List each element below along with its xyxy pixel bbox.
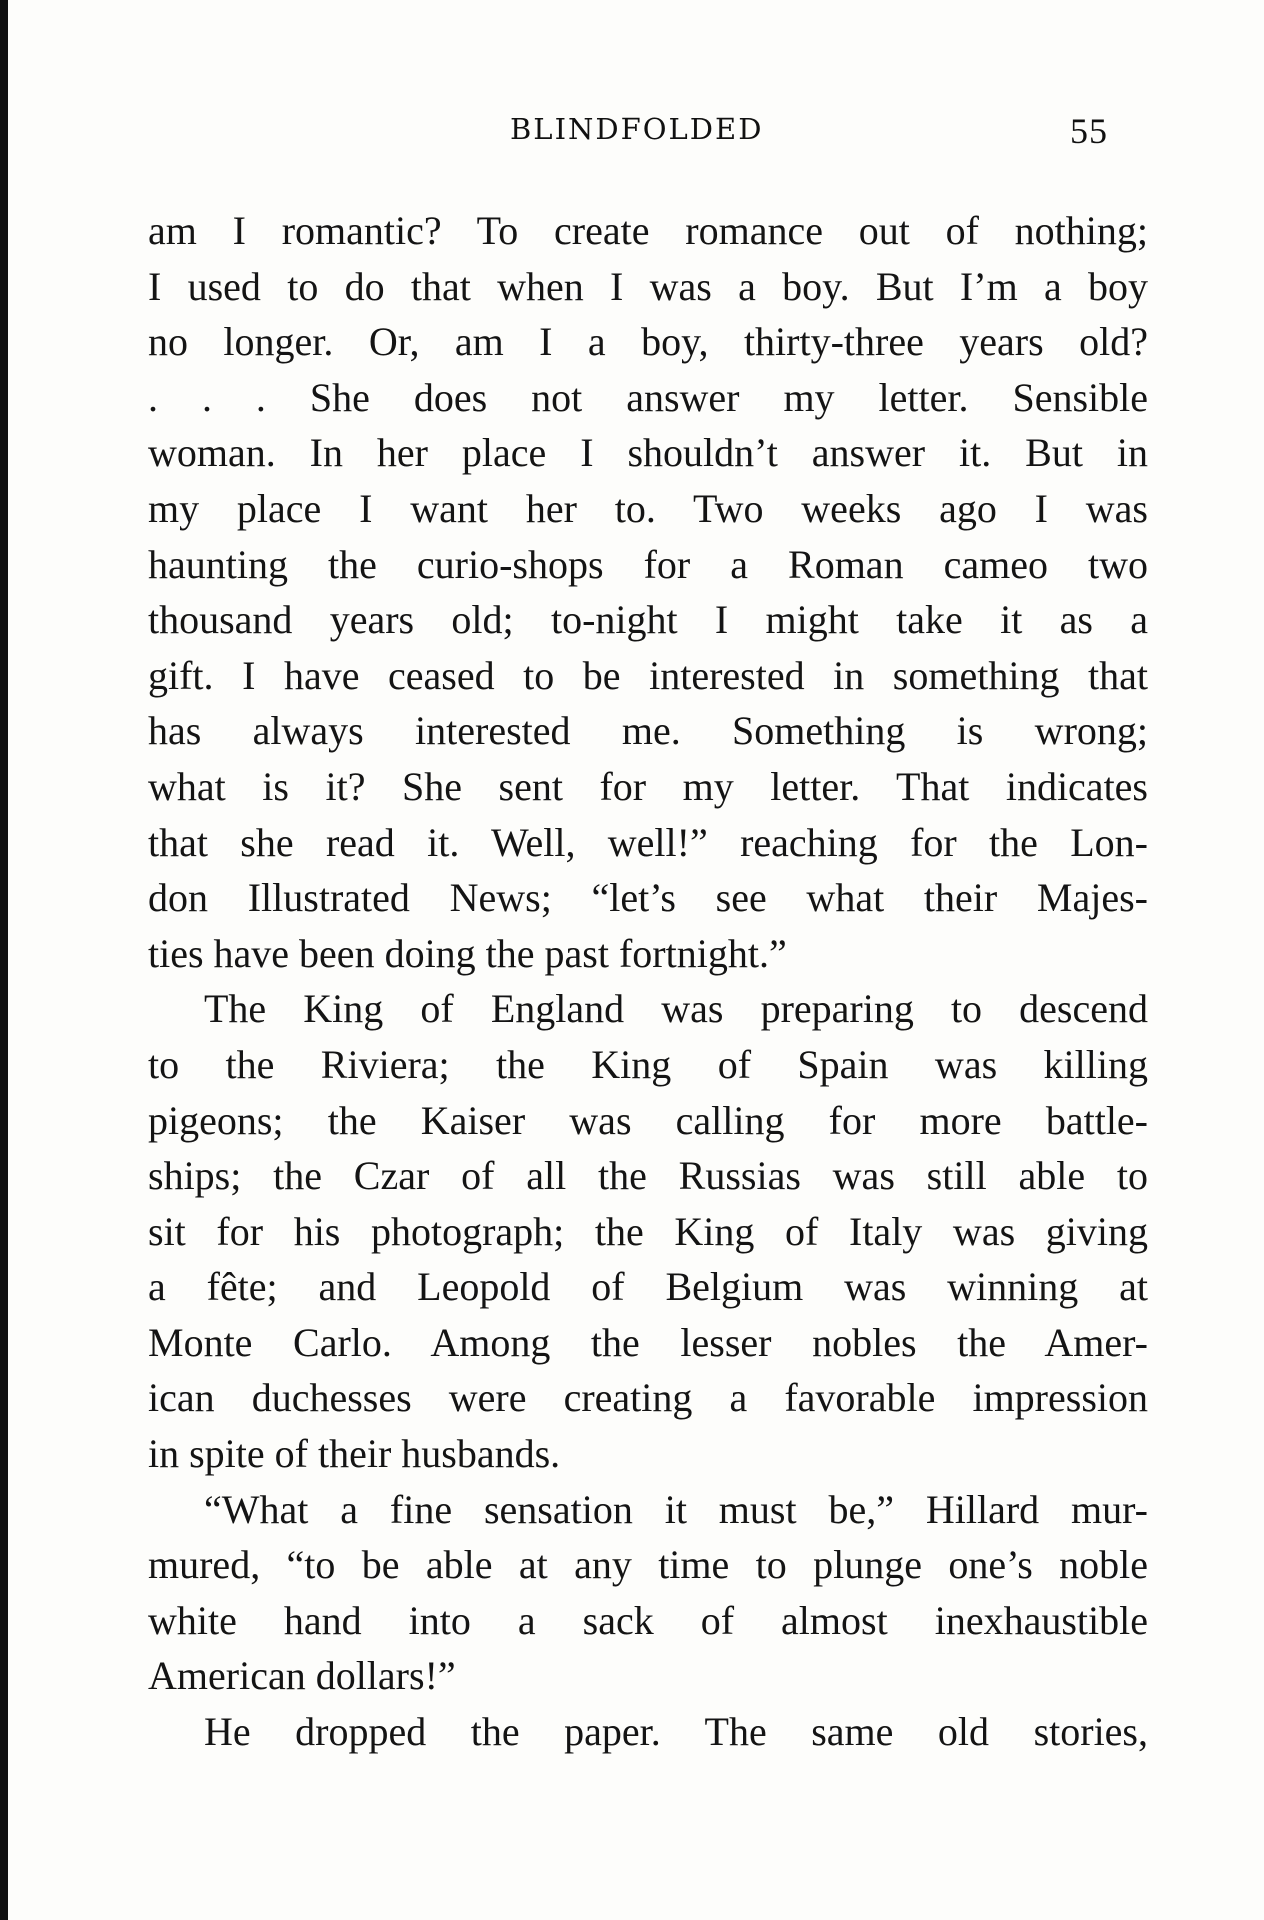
- text-line: ships; the Czar of all the Russias was still able to: [148, 1153, 1148, 1199]
- text-line: American dollars!”: [148, 1653, 456, 1699]
- text-line: . . . She does not answer my letter. Sensible: [148, 374, 1148, 420]
- text-line: white hand into a sack of almost inexhaustible: [148, 1597, 1148, 1643]
- text-line: am I romantic? To create romance out of nothing;: [148, 208, 1148, 253]
- text-line: mured, “to be able at any time to plunge one’s noble: [148, 1542, 1148, 1588]
- page-edge-shadow: [0, 0, 8, 1920]
- page-number: 55: [1070, 111, 1108, 151]
- text-line: Monte Carlo. Among the lesser nobles the Amer-: [148, 1319, 1148, 1365]
- text-line: thousand years old; to-night I might take it as a: [148, 597, 1148, 643]
- text-line: no longer. Or, am I a boy, thirty-three years old?: [148, 319, 1148, 365]
- text-line: in spite of their husbands.: [148, 1431, 561, 1477]
- text-line: to the Riviera; the King of Spain was killing: [148, 1041, 1148, 1087]
- text-line: He dropped the paper. The same old stories,: [204, 1709, 1148, 1755]
- text-line: gift. I have ceased to be interested in something that: [148, 652, 1148, 698]
- text-line: don Illustrated News; “let’s see what their Majes-: [148, 875, 1148, 921]
- paragraph-2: [148, 981, 1148, 1481]
- text-line: ties have been doing the past fortnight.”: [148, 930, 787, 976]
- text-line: “What a fine sensation it must be,” Hillard mur-: [204, 1486, 1148, 1532]
- body-text: [148, 203, 1148, 1760]
- text-line: ican duchesses were creating a favorable impression: [148, 1375, 1148, 1421]
- page-header: [0, 112, 1264, 162]
- running-title: BLINDFOLDED: [510, 112, 764, 146]
- text-line: woman. In her place I shouldn’t answer it. But in: [148, 430, 1148, 476]
- text-line: my place I want her to. Two weeks ago I was: [148, 485, 1148, 531]
- text-line: I used to do that when I was a boy. But I’m a boy: [148, 263, 1148, 309]
- text-line: sit for his photograph; the King of Italy was giving: [148, 1208, 1148, 1254]
- text-line: The King of England was preparing to descend: [204, 986, 1148, 1032]
- text-line: pigeons; the Kaiser was calling for more battle-: [148, 1097, 1148, 1143]
- text-line: haunting the curio-shops for a Roman cameo two: [148, 541, 1148, 587]
- text-line: has always interested me. Something is wrong;: [148, 708, 1148, 754]
- paragraph-4: [148, 1704, 1148, 1760]
- paragraph-1: [148, 203, 1148, 981]
- paragraph-3: [148, 1482, 1148, 1704]
- text-line: that she read it. Well, well!” reaching for the Lon-: [148, 819, 1148, 865]
- text-line: a fête; and Leopold of Belgium was winning at: [148, 1264, 1148, 1310]
- text-line: what is it? She sent for my letter. That indicates: [148, 763, 1148, 809]
